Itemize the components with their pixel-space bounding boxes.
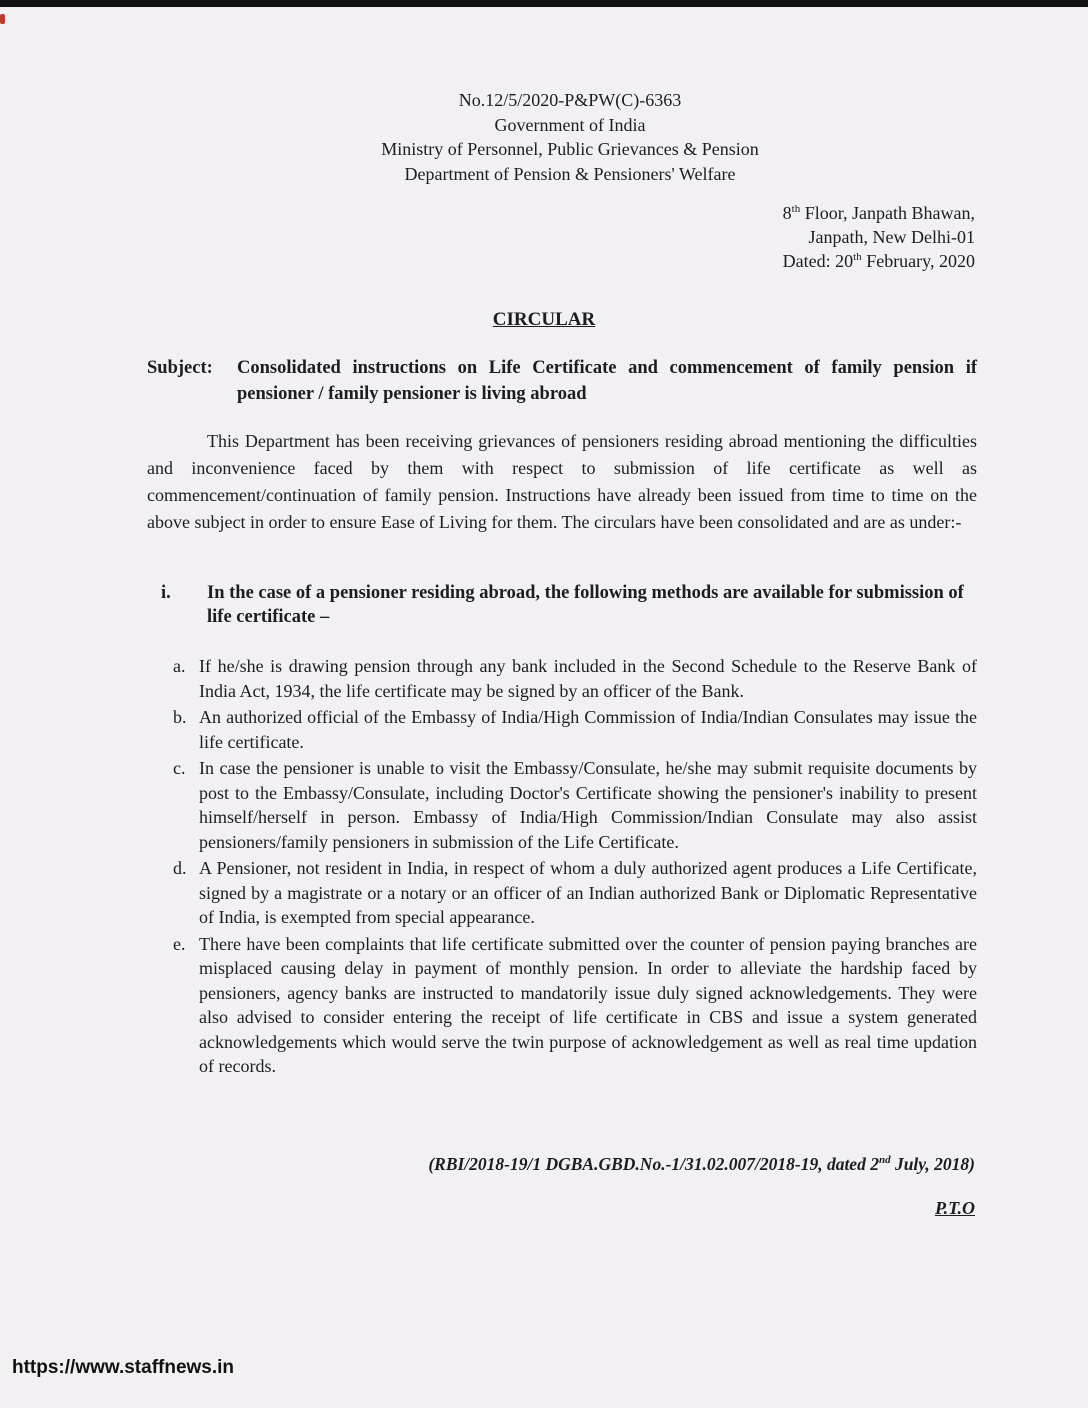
government: Government of India: [494, 114, 646, 135]
scan-mark: [0, 14, 5, 24]
list-item: a. If he/she is drawing pension through any bank included in the Second Schedule to the Reserve Bank of India Act, 1934, the life certificate may be signed by an officer of the Bank.: [173, 656, 977, 701]
address-floor: 8th Floor, Janpath Bhawan,: [782, 203, 975, 223]
citation: (RBI/2018-19/1 DGBA.GBD.No.-1/31.02.007/2018-19, dated 2nd July, 2018): [428, 1154, 975, 1174]
list-item: e. There have been complaints that life certificate submitted over the counter of pension paying branches are misplaced causing delay in payment of monthly pension. In order to alleviate the hardship faced by pensioners, agency banks are instructed to mandatorily issue duly signed acknowledgements. They were also advised to consider entering the receipt of life certificate in CBS and issue a system generated acknowledgements which would serve the twin purpose of acknowledgement as well as real time updation of records.: [173, 933, 977, 1076]
department: Department of Pension & Pensioners' Welfare: [404, 163, 736, 184]
methods-list: [173, 654, 977, 1081]
section-number: i.: [161, 583, 171, 603]
section-i: [161, 581, 977, 629]
please-turn-over: P.T.O: [934, 1198, 975, 1218]
subject-label: Subject:: [147, 358, 213, 378]
date: Dated: 20th February, 2020: [782, 251, 975, 271]
watermark-url: https://www.staffnews.in: [12, 1357, 235, 1378]
document-title: CIRCULAR: [492, 309, 596, 330]
address-block: [783, 201, 975, 273]
list-item: c. In case the pensioner is unable to visit the Embassy/Consulate, he/she may submit requisite documents by post to the Embassy/Consulate, including Doctor's Certificate showing the pensioner's inability to present himself/herself in person. Embassy of India/High Commission/Indian Consulate may also assist pensioners/family pensioners in submission of the Life Certificate.: [173, 758, 977, 852]
list-item: d. A Pensioner, not resident in India, in respect of whom a duly authorized agent produces a Life Certificate, signed by a magistrate or a notary or an officer of an Indian authorized Bank or Diplomatic Representative of India, is exempted from special appearance.: [173, 858, 977, 927]
file-number: No.12/5/2020-P&PW(C)-6363: [458, 90, 682, 110]
ministry: Ministry of Personnel, Public Grievances & Pension: [381, 139, 759, 159]
subject: [147, 355, 977, 407]
address-city: Janpath, New Delhi-01: [808, 227, 975, 247]
section-text: In the case of a pensioner residing abroad, the following methods are available for submission of life certificate –: [207, 583, 964, 627]
subject-text: Consolidated instructions on Life Certificate and commencement of family pension if pensioner / family pensioner is living abroad: [237, 358, 977, 404]
scan-edge: [0, 0, 1088, 7]
letterhead: [240, 88, 900, 186]
list-item: b. An authorized official of the Embassy of India/High Commission of India/Indian Consulates may issue the life certificate.: [173, 707, 977, 752]
intro-paragraph: This Department has been receiving grievances of pensioners residing abroad mentioning the difficulties and inconvenience faced by them with respect to submission of life certificate as well as commencement/continuation of family pension. Instructions have already been issued from time to time on the above subject in order to ensure Ease of Living for them. The circulars have been consolidated and are as under:-: [147, 431, 977, 532]
